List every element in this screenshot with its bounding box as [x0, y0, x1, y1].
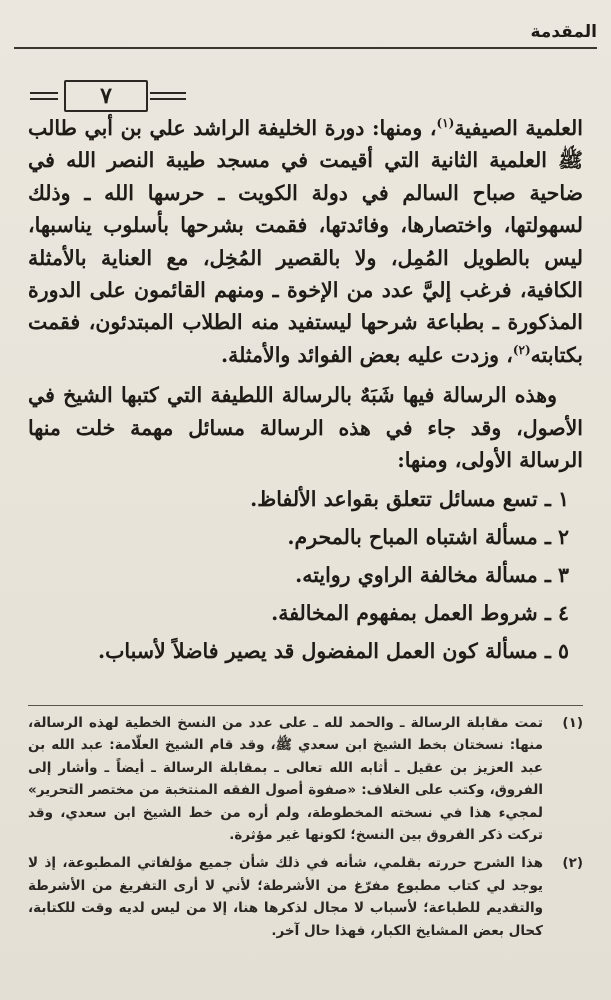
- issues-list: [28, 480, 583, 670]
- footnote-separator: [28, 705, 583, 706]
- main-text: [28, 112, 583, 670]
- footnote-text: هذا الشرح حررته بقلمي، شأنه في ذلك شأن جميع مؤلفاتي المطبوعة، إذ لا يوجد لي كتاب مطبوع مفرّغ من الأشرطة؛ لأني لا أرى التفريغ من الأشرطة والتقديم للطباعة؛ لأسباب لا مجال لذكرها هنا، إلا من ليس لديه وقت للكتابة، كحال بعض المشايخ الكبار، فهذا حال آخر.: [28, 855, 543, 939]
- intro-paragraph: [28, 112, 583, 371]
- intro-part-2: ، ومنها: دورة الخليفة الراشد علي بن أبي طالب ﷺ العلمية الثانية التي أقيمت في مسجد طيبة النصر الله في ضاحية صباح السالم في دولة الكويت ـ حرسها الله ـ وذلك لسهولتها، واختصارها، وفائدتها، فقمت بشرحها بأسلوب يناسبها، ليس بالطويل المُمِل، ولا بالقصير المُخِل، مع العناية بالأمثلة الكافية، فرغب إليَّ عدد من الإخوة ـ ومنهم القائمون على الدورة المذكورة ـ بطباعة شرحها ليستفيد منه الطلاب المبتدئون، فقمت بكتابته: [28, 116, 583, 367]
- footnote-number: (١): [562, 715, 583, 731]
- footnotes: [28, 712, 583, 948]
- footnote-1: [28, 712, 583, 846]
- second-paragraph: وهذه الرسالة فيها شَبَهٌ بالرسالة اللطيفة التي كتبها الشيخ في الأصول، وقد جاء في هذه الرسالة مسائل مهمة خلت منها الرسالة الأولى، ومنها:: [28, 383, 583, 473]
- intro-part-1: العلمية الصيفية: [454, 116, 583, 140]
- list-item: ٣ ـ مسألة مخالفة الراوي روايته.: [295, 563, 569, 588]
- list-item: ٤ ـ شروط العمل بمفهوم المخالفة.: [271, 601, 569, 626]
- footnote-number: (٢): [562, 855, 583, 872]
- intro-part-3: ، وزدت عليه بعض الفوائد والأمثلة.: [220, 342, 513, 367]
- ornament-lines-right: [150, 92, 186, 100]
- footnote-text: تمت مقابلة الرسالة ـ والحمد لله ـ على عدد من النسخ الخطية لهذه الرسالة، منها: نسختان بخط الشيخ ابن سعدي ﷺ، وقد قام الشيخ العلّامة: عبد الله بن عبد العزيز بن عقيل ـ أثابه الله تعالى ـ بمقابلة الرسالة ـ أيضاً ـ وأشار إلى الفروق، وكتب على الغلاف: «صفوة أصول الفقه المنتخبة من مختصر التحرير» لمجيء هذا في نسخته المخطوطة، ولم أره من خط الشيخ ابن سعدي، وقد تركت ذكر الفروق بين النسخ؛ لكونها غير مؤثرة.: [28, 715, 543, 844]
- list-item: ٢ ـ مسألة اشتباه المباح بالمحرم.: [287, 525, 569, 550]
- footnote-ref-1: (١): [436, 116, 455, 131]
- page-number: ٧: [64, 80, 148, 112]
- footnote-ref-2: (٢): [512, 343, 531, 358]
- footnote-2: [28, 852, 583, 942]
- ornament-lines-left: [30, 92, 58, 100]
- list-item: ١ ـ تسع مسائل تتعلق بقواعد الألفاظ.: [250, 487, 569, 512]
- page-header: [14, 16, 597, 50]
- page-number-ornament: [30, 80, 190, 110]
- header-rule: [14, 47, 597, 49]
- running-title: المقدمة: [530, 22, 597, 42]
- list-item: ٥ ـ مسألة كون العمل المفضول قد يصير فاضلاً لأسباب.: [97, 639, 569, 664]
